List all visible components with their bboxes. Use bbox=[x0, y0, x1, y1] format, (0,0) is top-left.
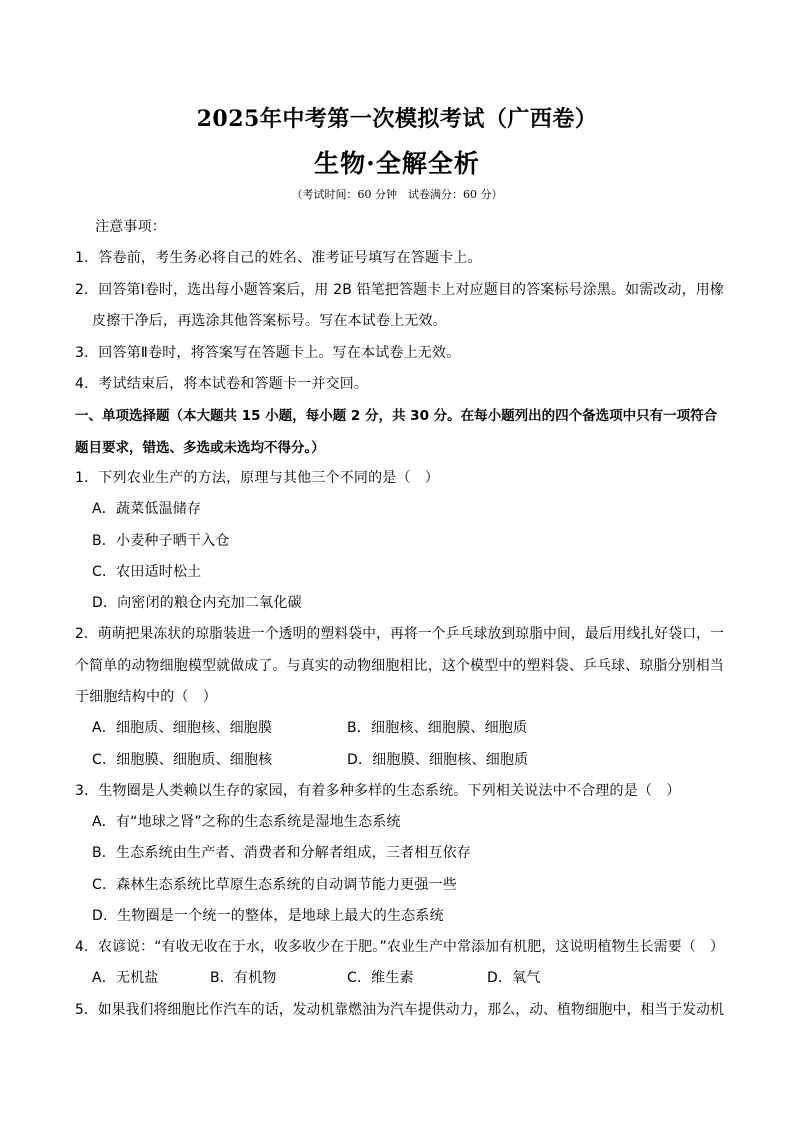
question-2-option-b: B．细胞核、细胞膜、细胞质 bbox=[347, 720, 528, 736]
question-1-option-d: D．向密闭的粮仓内充加二氧化碳 bbox=[92, 595, 302, 611]
exam-info: （考试时间：60 分钟 试卷满分：60 分） bbox=[291, 188, 503, 201]
question-4-option-c: C．维生素 bbox=[347, 970, 414, 986]
question-3-stem: 3．生物圈是人类赖以生存的家园，有着多种多样的生态系统。下列相关说法中不合理的是（ ） bbox=[75, 783, 681, 799]
question-5-stem: 5．如果我们将细胞比作汽车的话，发动机靠燃油为汽车提供动力，那么，动、植物细胞中，相当于发动机 bbox=[75, 1002, 724, 1018]
question-2-stem-line2: 个简单的动物细胞模型就做成了。与真实的动物细胞相比，这个模型中的塑料袋、乒乓球、琼脂分别相当 bbox=[75, 658, 725, 674]
question-4-stem: 4．农谚说：“有收无收在于水，收多收少在于肥。”农业生产中常添加有机肥，这说明植物生长需要（ ） bbox=[75, 939, 724, 955]
note-item-2-cont: 皮擦干净后，再选涂其他答案标号。写在本试卷上无效。 bbox=[92, 313, 447, 329]
question-3-option-c: C．森林生态系统比草原生态系统的自动调节能力更强一些 bbox=[92, 877, 457, 893]
exam-title: 2025年中考第一次模拟考试（广西卷） bbox=[196, 106, 598, 132]
question-1-option-a: A．蔬菜低温储存 bbox=[92, 501, 202, 517]
question-4-option-b: B．有机物 bbox=[210, 970, 277, 986]
question-2-option-a: A．细胞质、细胞核、细胞膜 bbox=[92, 720, 273, 736]
question-1-option-b: B．小麦种子晒干入仓 bbox=[92, 533, 230, 549]
section1-heading-line1: 一、单项选择题（本大题共 15 小题，每小题 2 分，共 30 分。在每小题列出的四个备选项中只有一项符合 bbox=[75, 408, 718, 424]
question-3-option-a: A．有“地球之肾”之称的生态系统是湿地生态系统 bbox=[92, 814, 401, 830]
question-1-stem: 1．下列农业生产的方法，原理与其他三个不同的是（ ） bbox=[75, 470, 440, 486]
question-3-option-d: D．生物圈是一个统一的整体，是地球上最大的生态系统 bbox=[92, 908, 444, 924]
question-2-option-d: D．细胞膜、细胞核、细胞质 bbox=[347, 752, 529, 768]
section1-heading-line2: 题目要求，错选、多选或未选均不得分。） bbox=[75, 440, 325, 456]
notes-heading: 注意事项： bbox=[95, 219, 166, 235]
question-1-option-c: C．农田适时松土 bbox=[92, 564, 202, 580]
note-item-3: 3．回答第Ⅱ卷时，将答案写在答题卡上。写在本试卷上无效。 bbox=[75, 345, 461, 361]
note-item-2: 2．回答第Ⅰ卷时，选出每小题答案后，用 2B 铅笔把答题卡上对应题目的答案标号涂黑。如需改动，用橡 bbox=[75, 282, 724, 298]
question-2-stem-line1: 2．萌萌把果冻状的琼脂装进一个透明的塑料袋中，再将一个乒乓球放到琼脂中间，最后用线扎好袋口，一 bbox=[75, 626, 724, 642]
question-4-option-a: A．无机盐 bbox=[92, 970, 159, 986]
question-4-option-d: D．氧气 bbox=[487, 970, 541, 986]
note-item-1: 1．答卷前，考生务必将自己的姓名、准考证号填写在答题卡上。 bbox=[75, 250, 482, 266]
question-2-option-c: C．细胞膜、细胞质、细胞核 bbox=[92, 752, 273, 768]
exam-subtitle: 生物·全解全析 bbox=[314, 149, 480, 178]
note-item-4: 4．考试结束后，将本试卷和答题卡一并交回。 bbox=[75, 376, 369, 392]
question-3-option-b: B．生态系统由生产者、消费者和分解者组成，三者相互依存 bbox=[92, 845, 472, 861]
question-2-stem-line3: 于细胞结构中的（ ） bbox=[75, 689, 217, 705]
